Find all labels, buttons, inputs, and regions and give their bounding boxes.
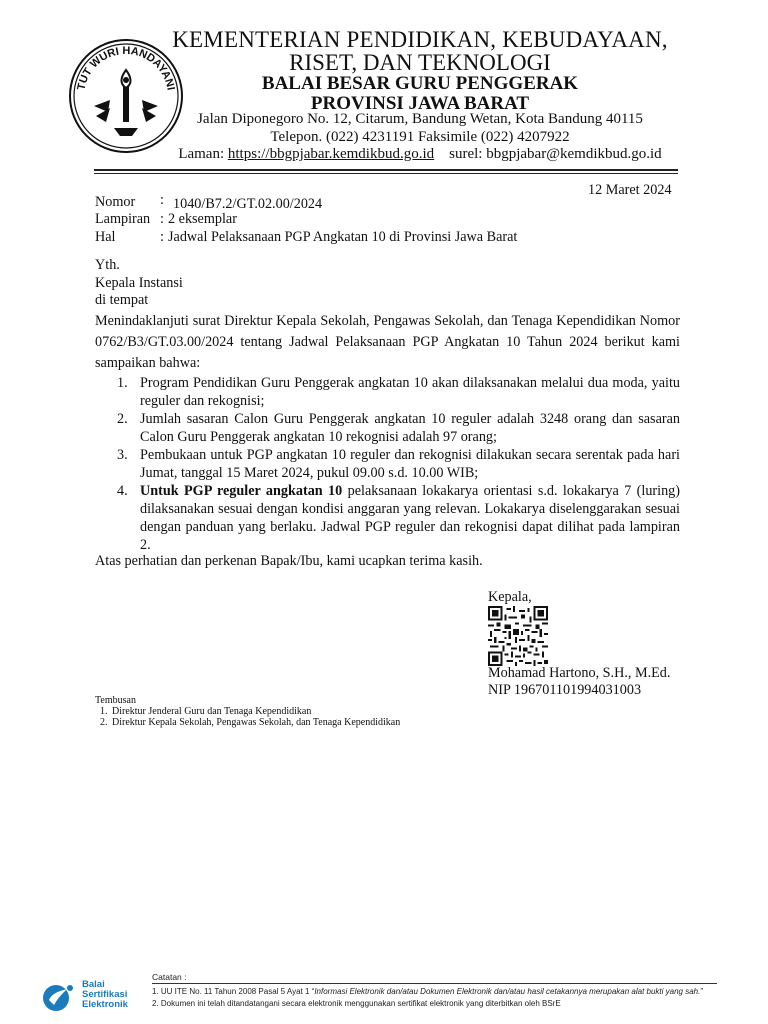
web-label: Laman: [178, 146, 228, 162]
list-item [95, 482, 680, 554]
letterhead-rule-thin [94, 173, 678, 174]
signer-title: Kepala, [488, 589, 532, 605]
footer-note-quote: ” [700, 987, 703, 996]
signer-nip: NIP 196701101994031003 [488, 682, 642, 698]
bsre-line: Balai [82, 979, 105, 990]
meta-colon: : [160, 192, 164, 208]
list-item [95, 446, 680, 482]
meta-colon: : [160, 211, 164, 227]
list-item [95, 374, 680, 410]
recipient-line: Kepala Instansi [95, 274, 183, 291]
meta-label-hal: Hal [95, 229, 116, 245]
meta-value-hal: Jadwal Pelaksanaan PGP Angkatan 10 di Provinsi Jawa Barat [168, 229, 518, 245]
cc-text: Direktur Jenderal Guru dan Tenaga Kependidikan [112, 706, 312, 717]
email-text: surel: bbgpjabar@kemdikbud.go.id [449, 146, 662, 162]
cc-item [100, 706, 400, 717]
meta-label-lampiran: Lampiran [95, 211, 151, 227]
recipient-line: di tempat [95, 292, 149, 308]
footer-caption: Catatan : [152, 972, 187, 982]
cc-number: 1. [100, 706, 108, 717]
bsre-line: Sertifikasi [82, 989, 128, 1000]
list-bold-lead: Untuk PGP reguler angkatan 10 [140, 483, 343, 499]
cc-text: Direktur Kepala Sekolah, Pengawas Sekolah, dan Tenaga Kependidikan [112, 717, 401, 728]
list-text: Pembukaan untuk PGP angkatan 10 reguler dan rekognisi dilakukan secara serentak pada hari Jumat, tanggal 15 Maret 2024, pukul 09.00 s.d. 10.00 WIB; [140, 447, 680, 481]
meta-value-lampiran: 2 eksemplar [168, 211, 237, 227]
list-number: 3. [117, 447, 128, 463]
list-text: Program Pendidikan Guru Penggerak angkatan 10 akan dilaksanakan melalui dua moda, yaitu reguler dan rekognisi; [140, 375, 680, 409]
signer-name: Mohamad Hartono, S.H., M.Ed. [488, 665, 671, 681]
cc-title: Tembusan [95, 695, 136, 706]
footer-rule [152, 983, 717, 984]
bsre-logo-icon [40, 981, 78, 1013]
footer-notes [152, 986, 732, 1010]
meta-value-nomor: 1040/B7.2/GT.02.00/2024 [173, 196, 323, 212]
list-number: 1. [117, 375, 128, 391]
cc-number: 2. [100, 717, 108, 728]
qr-code-signature [488, 606, 548, 666]
footer-note: 2. Dokumen ini telah ditandatangani secara elektronik menggunakan sertifikat elektronik yang diterbitkan oleh BSrE [152, 999, 561, 1008]
bsre-name [82, 980, 128, 1010]
points-list [95, 374, 680, 554]
office-web-email [150, 146, 690, 163]
office-phone: Telepon. (022) 4231191 Faksimile (022) 4207922 [270, 129, 570, 145]
list-item [95, 410, 680, 446]
recipient-line: Yth. [95, 257, 120, 273]
footer-note-text: 1. UU ITE No. 11 Tahun 2008 Pasal 5 Ayat 1 “ [152, 987, 315, 996]
office-name-line2: PROVINSI JAWA BARAT [310, 93, 530, 114]
ministry-name-line2: RISET, DAN TEKNOLOGI [289, 50, 551, 75]
ministry-name-line1: KEMENTERIAN PENDIDIKAN, KEBUDAYAAN, [172, 27, 668, 52]
office-address: Jalan Diponegoro No. 12, Citarum, Bandung Wetan, Kota Bandung 40115 [197, 111, 643, 127]
letterhead-rule-thick [94, 169, 678, 171]
cc-list [100, 706, 400, 728]
list-number: 2. [117, 411, 128, 427]
meta-label-nomor: Nomor [95, 194, 136, 210]
list-text: Jumlah sasaran Calon Guru Penggerak angkatan 10 reguler adalah 3248 orang dan sasaran Calon Guru Penggerak angkatan 10 rekognisi adalah 97 orang; [140, 411, 680, 445]
website-link[interactable]: https://bbgpjabar.kemdikbud.go.id [227, 146, 435, 162]
footer-note [152, 986, 732, 998]
office-name-line1: BALAI BESAR GURU PENGGERAK [261, 73, 579, 94]
intro-paragraph: Menindaklanjuti surat Direktur Kepala Sekolah, Pengawas Sekolah, dan Tenaga Kependidikan Nomor 0762/B3/GT.03.00/2024 tentang Jadwal Pelaksanaan PGP Angkatan 10 Tahun 2024 berikut kami sampaikan bahwa: [95, 313, 680, 371]
bsre-line: Elektronik [82, 999, 128, 1010]
footer-note-italic: Informasi Elektronik dan/atau Dokumen Elektronik dan/atau hasil cetakannya merupakan alat bukti yang sah. [314, 987, 701, 996]
recipient-block [95, 257, 183, 310]
cc-item [100, 717, 400, 728]
list-number: 4. [117, 483, 128, 499]
letter-date: 12 Maret 2024 [588, 182, 672, 198]
logo-motto: TUT WURI HANDAYANI [75, 44, 177, 92]
list-text: pelaksanaan lokakarya orientasi s.d. lokakarya 7 (luring) dilaksanakan sesuai dengan kondisi anggaran yang relevan. Lokakarya diselenggarakan sesuai dengan panduan yang berlaku. Jadwal PGP reguler dan rekognisi dapat dilihat pada lampiran 2. [140, 483, 680, 553]
meta-colon: : [160, 229, 164, 245]
closing-sentence: Atas perhatian dan perkenan Bapak/Ibu, kami ucapkan terima kasih. [95, 553, 483, 569]
